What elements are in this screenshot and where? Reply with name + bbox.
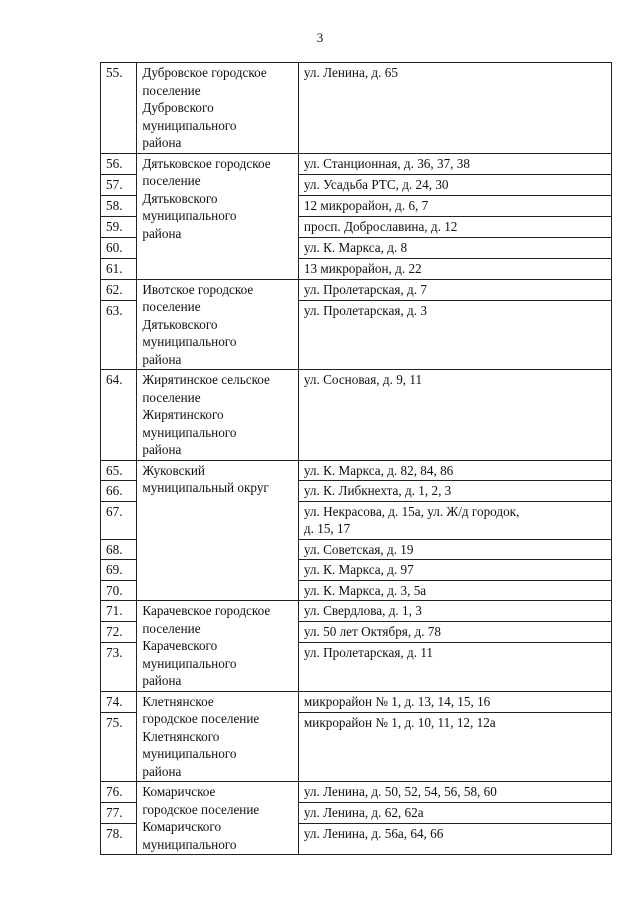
address: микрорайон № 1, д. 13, 14, 15, 16 — [303, 693, 491, 709]
row-number: 58. — [106, 197, 123, 213]
row-number: 65. — [106, 462, 123, 478]
address: 13 микрорайон, д. 22 — [303, 260, 422, 276]
row-number: 71. — [106, 603, 123, 618]
table-row — [101, 782, 612, 803]
address: ул. К. Маркса, д. 82, 84, 86 — [303, 462, 454, 478]
municipality-name: Карачевское городское поселение Карачевского муниципального района — [142, 603, 271, 688]
row-number: 69. — [106, 562, 123, 577]
row-number: 67. — [106, 503, 123, 519]
row-number: 74. — [106, 693, 123, 709]
address: ул. Ленина, д. 56а, 64, 66 — [303, 826, 444, 842]
address: просп. Доброславина, д. 12 — [303, 218, 458, 234]
row-number: 61. — [106, 260, 123, 276]
row-number: 60. — [106, 239, 123, 255]
address: ул. Пролетарская, д. 11 — [303, 644, 434, 660]
address: ул. Пролетарская, д. 7 — [303, 281, 427, 297]
municipality-name: Жирятинское сельское поселение Жирятинского муниципального района — [142, 372, 270, 457]
address: микрорайон № 1, д. 10, 11, 12, 12а — [303, 714, 496, 730]
address: ул. Станционная, д. 36, 37, 38 — [303, 155, 470, 171]
table-row — [101, 691, 612, 712]
address: ул. Некрасова, д. 15а, ул. Ж/д городок, д. 15, 17 — [303, 503, 520, 536]
municipality-name: Жуковский муниципальный округ — [142, 462, 269, 495]
addresses-table — [100, 62, 612, 855]
row-number: 56. — [106, 155, 123, 171]
address: ул. Сосновая, д. 9, 11 — [303, 372, 423, 387]
row-number: 76. — [106, 784, 123, 799]
row-number: 59. — [106, 218, 123, 234]
table-row — [101, 63, 612, 154]
table-row — [101, 601, 612, 622]
row-number: 78. — [106, 826, 123, 842]
municipality-name: Ивотское городское поселение Дятьковского муниципального района — [142, 281, 254, 367]
address: ул. К. Маркса, д. 97 — [303, 562, 414, 577]
table-row — [101, 279, 612, 301]
row-number: 55. — [106, 65, 123, 80]
address: ул. Ленина, д. 50, 52, 54, 56, 58, 60 — [303, 784, 497, 799]
address: ул. Пролетарская, д. 3 — [303, 303, 427, 319]
table-row — [101, 153, 612, 174]
row-number: 70. — [106, 582, 123, 598]
address: ул. Усадьба РТС, д. 24, 30 — [303, 176, 449, 192]
row-number: 66. — [106, 483, 123, 498]
address: ул. Советская, д. 19 — [303, 541, 414, 557]
row-number: 77. — [106, 805, 123, 821]
municipality-name: Дубровское городское поселение Дубровского муниципального района — [142, 65, 267, 150]
table-row — [101, 370, 612, 461]
municipality-name: Дятьковское городское поселение Дятьковского муниципального района — [142, 155, 271, 241]
address: 12 микрорайон, д. 6, 7 — [303, 197, 429, 213]
address: ул. Ленина, д. 62, 62а — [303, 805, 424, 821]
address: ул. 50 лет Октября, д. 78 — [303, 623, 441, 639]
page-number: 3 — [316, 30, 324, 45]
row-number: 68. — [106, 541, 123, 557]
row-number: 64. — [106, 372, 123, 387]
address: ул. Свердлова, д. 1, 3 — [303, 603, 422, 618]
row-number: 73. — [106, 644, 123, 660]
municipality-name: Клетнянское городское поселение Клетнянского муниципального района — [142, 693, 260, 779]
address: ул. Ленина, д. 65 — [303, 65, 398, 80]
address: ул. К. Маркса, д. 3, 5а — [303, 582, 427, 598]
municipality-name: Комаричское городское поселение Комаричского муниципального — [142, 784, 260, 852]
row-number: 62. — [106, 281, 123, 297]
row-number: 57. — [106, 176, 123, 192]
table-row — [101, 460, 612, 481]
row-number: 63. — [106, 303, 123, 319]
row-number: 72. — [106, 623, 123, 639]
address: ул. К. Либкнехта, д. 1, 2, 3 — [303, 483, 452, 498]
row-number: 75. — [106, 714, 123, 730]
address: ул. К. Маркса, д. 8 — [303, 239, 408, 255]
